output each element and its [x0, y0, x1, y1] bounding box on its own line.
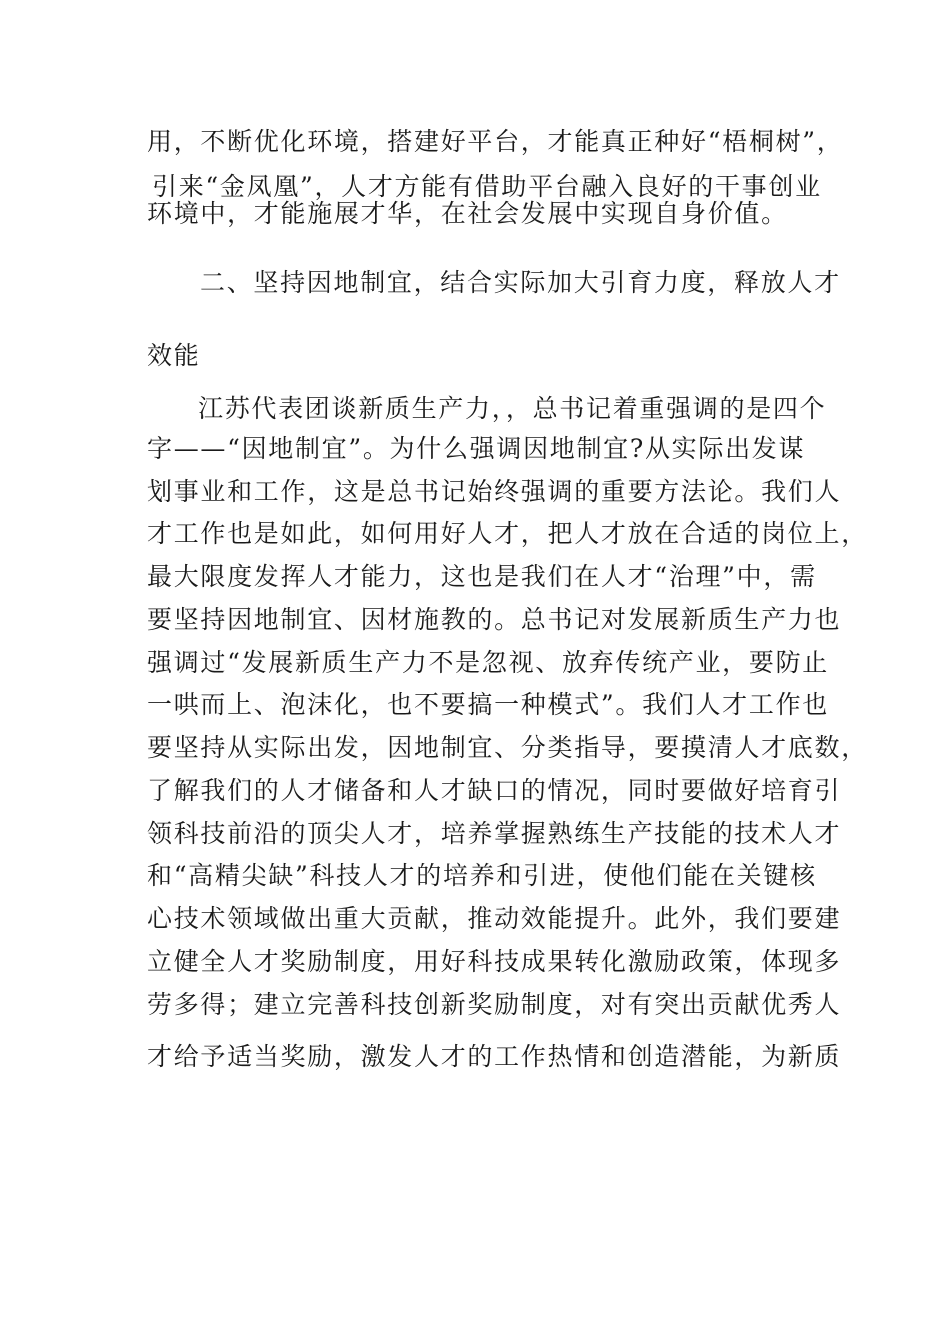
paragraph-line-12: 强调过“发展新质生产力不是忽视、放弃传统产业，要防止 [147, 648, 829, 677]
paragraph-line-11: 要坚持因地制宜、因材施教的。总书记对发展新质生产力也 [147, 605, 842, 634]
paragraph-line-19: 立健全人才奖励制度，用好科技成果转化激励政策，体现多 [147, 947, 842, 976]
paragraph-line-3: 环境中，才能施展才华，在社会发展中实现自身价值。 [147, 199, 788, 228]
section-heading-line-1: 二、坚持因地制宜，结合实际加大引育力度，释放人才 [200, 268, 841, 297]
section-heading-line-2: 效能 [147, 341, 201, 370]
paragraph-line-7: 字——“因地制宜”。为什么强调因地制宜?从实际出发谋 [147, 434, 806, 463]
paragraph-line-21: 才给予适当奖励，激发人才的工作热情和创造潜能，为新质 [147, 1042, 842, 1071]
paragraph-line-20: 劳多得；建立完善科技创新奖励制度，对有突出贡献优秀人 [147, 990, 842, 1019]
paragraph-line-9: 才工作也是如此，如何用好人才，把人才放在合适的岗位上， [147, 519, 868, 548]
paragraph-line-13: 一哄而上、泡沫化，也不要搞一种模式”。我们人才工作也 [147, 690, 829, 719]
paragraph-line-8: 划事业和工作，这是总书记始终强调的重要方法论。我们人 [147, 477, 842, 506]
paragraph-line-14: 要坚持从实际出发，因地制宜、分类指导，要摸清人才底数， [147, 733, 868, 762]
paragraph-line-2: 引来“金凤凰”，人才方能有借助平台融入良好的干事创业 [152, 172, 822, 201]
paragraph-line-10: 最大限度发挥人才能力，这也是我们在人才“治理”中，需 [147, 562, 817, 591]
paragraph-line-16: 领科技前沿的顶尖人才，培养掌握熟练生产技能的技术人才 [147, 819, 842, 848]
paragraph-line-17: 和“高精尖缺”科技人才的培养和引进，使他们能在关键核 [147, 861, 817, 890]
paragraph-line-6: 江苏代表团谈新质生产力，，总书记着重强调的是四个 [198, 394, 827, 423]
paragraph-line-18: 心技术领域做出重大贡献，推动效能提升。此外，我们要建 [147, 904, 842, 933]
paragraph-line-15: 了解我们的人才储备和人才缺口的情况，同时要做好培育引 [147, 776, 842, 805]
paragraph-line-1: 用，不断优化环境，搭建好平台，才能真正种好“梧桐树”， [147, 127, 844, 156]
